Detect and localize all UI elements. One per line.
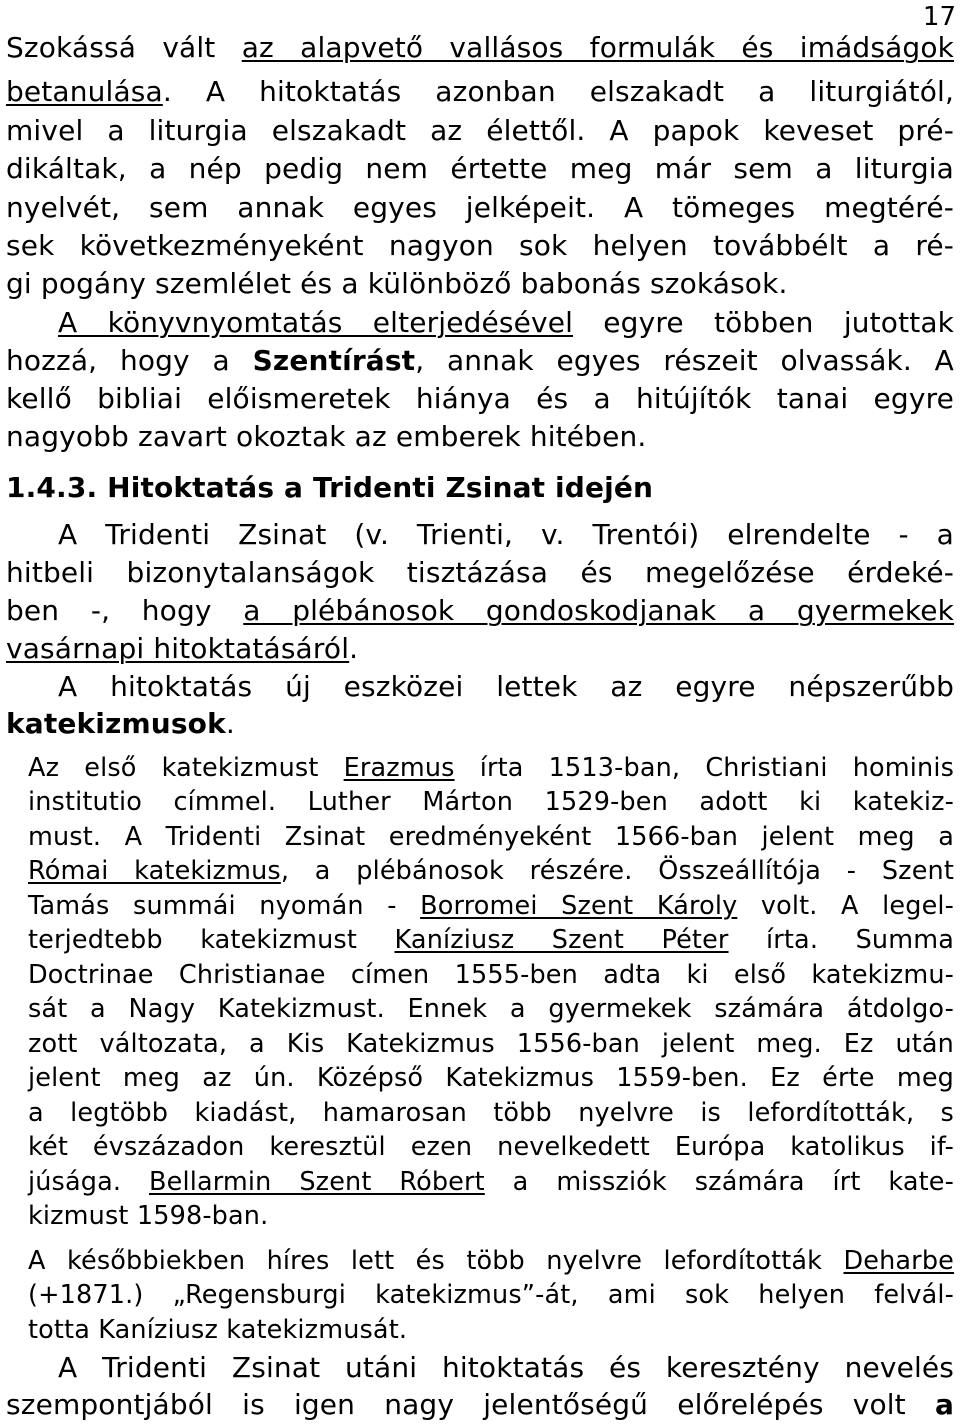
text-line: terjedtebb katekizmust Kaníziusz Szent Péter írta. Summa xyxy=(28,925,954,955)
text-line: (+1871.) „Regensburgi katekizmus”-át, ami sok helyen felvál- xyxy=(28,1280,954,1310)
text-line: betanulása. A hitoktatás azonban elszakadt a liturgiától, xyxy=(6,75,954,108)
text-line: must. A Tridenti Zsinat eredményeként 1566-ban jelent meg a xyxy=(28,822,954,852)
underlined-name: Római katekizmus xyxy=(28,856,281,886)
text-line: Az első katekizmust Erazmus írta 1513-ban, Christiani hominis xyxy=(28,753,955,783)
bold-term: Szentírást xyxy=(252,344,416,377)
underlined-name: Bellarmin Szent Róbert xyxy=(149,1167,485,1197)
text-line: jelent meg az ún. Középső Katekizmus 1559-ben. Ez érte meg xyxy=(28,1063,954,1093)
bold-term: katekizmusok xyxy=(6,707,226,740)
underlined-name: Deharbe xyxy=(843,1246,954,1276)
text-line: institutio címmel. Luther Márton 1529-ben adott ki katekiz- xyxy=(28,787,954,817)
text-line: kellő bibliai előismeretek hiánya és a hitújítók tanai egyre xyxy=(6,382,954,415)
section-heading: 1.4.3. Hitoktatás a Tridenti Zsinat idején xyxy=(6,471,654,504)
underlined-phrase: a plébánosok gondoskodjanak a gyermekek xyxy=(243,594,954,627)
bold-term: a xyxy=(934,1388,954,1421)
text-line: dikáltak, a nép pedig nem értette meg már sem a liturgia xyxy=(6,152,954,185)
text-line: katekizmusok. xyxy=(6,707,235,740)
text-line: A Tridenti Zsinat (v. Trienti, v. Trentói) elrendelte - a xyxy=(58,518,954,551)
text-line: gi pogány szemlélet és a különböző babonás szokások. xyxy=(6,267,788,300)
underlined-name: Erazmus xyxy=(343,753,455,783)
text-line: Doctrinae Christianae címen 1555-ben adta ki első katekizmu- xyxy=(28,960,954,990)
text-line: zott változata, a Kis Katekizmus 1556-ban jelent meg. Ez után xyxy=(28,1029,954,1059)
text-line: mivel a liturgia elszakadt az élettől. A papok keveset pré- xyxy=(6,114,954,147)
text-line: Szokássá vált az alapvető vallásos formulák és imádságok xyxy=(6,31,954,64)
text-line: A könyvnyomtatás elterjedésével egyre többen jutottak xyxy=(58,306,954,339)
text-line: hitbeli bizonytalanságok tisztázása és megelőzése érdeké- xyxy=(6,556,954,589)
text-line: sát a Nagy Katekizmust. Ennek a gyermekek számára átdolgo- xyxy=(28,994,954,1024)
underlined-phrase: vasárnapi hitoktatásáról xyxy=(6,632,350,665)
underlined-name: Borromei Szent Károly xyxy=(420,891,738,921)
text-line: A Tridenti Zsinat utáni hitoktatás és keresztény nevelés xyxy=(58,1351,954,1384)
underlined-phrase: az alapvető vallásos formulák és imádságok xyxy=(241,31,954,64)
text-line: totta Kaníziusz katekizmusát. xyxy=(28,1315,408,1345)
text-line: hozzá, hogy a Szentírást, annak egyes részeit olvassák. A xyxy=(6,344,954,377)
text-line: Római katekizmus, a plébánosok részére. Összeállítója - Szent xyxy=(28,856,954,886)
underlined-phrase: A könyvnyomtatás elterjedésével xyxy=(58,306,574,339)
underlined-name: Kaníziusz Szent Péter xyxy=(394,925,729,955)
text-line: szempontjából is igen nagy jelentőségű előrelépés volt a xyxy=(6,1388,954,1421)
text-line: vasárnapi hitoktatásáról. xyxy=(6,632,359,665)
text-line: két évszázadon keresztül ezen nevelkedett Európa katolikus if- xyxy=(28,1132,954,1162)
underlined-phrase: betanulása xyxy=(6,75,163,108)
text-line: Tamás summái nyomán - Borromei Szent Károly volt. A legel- xyxy=(28,891,954,921)
text-line: nyelvét, sem annak egyes jelképeit. A tömeges megtéré- xyxy=(6,191,954,224)
text-line: A későbbiekben híres lett és több nyelvre lefordították Deharbe xyxy=(28,1246,954,1276)
text-line: kizmust 1598-ban. xyxy=(28,1201,269,1231)
text-line: a legtöbb kiadást, hamarosan több nyelvre is lefordították, s xyxy=(28,1098,954,1128)
text-line: nagyobb zavart okoztak az emberek hitében. xyxy=(6,420,647,453)
text-line: ben -, hogy a plébánosok gondoskodjanak a gyermekek xyxy=(6,594,954,627)
text-line: júsága. Bellarmin Szent Róbert a missziók számára írt kate- xyxy=(28,1167,954,1197)
text-line: sek következményeként nagyon sok helyen továbbélt a ré- xyxy=(6,229,954,262)
page-number: 17 xyxy=(922,2,956,32)
text-line: A hitoktatás új eszközei lettek az egyre népszerűbb xyxy=(58,670,954,703)
